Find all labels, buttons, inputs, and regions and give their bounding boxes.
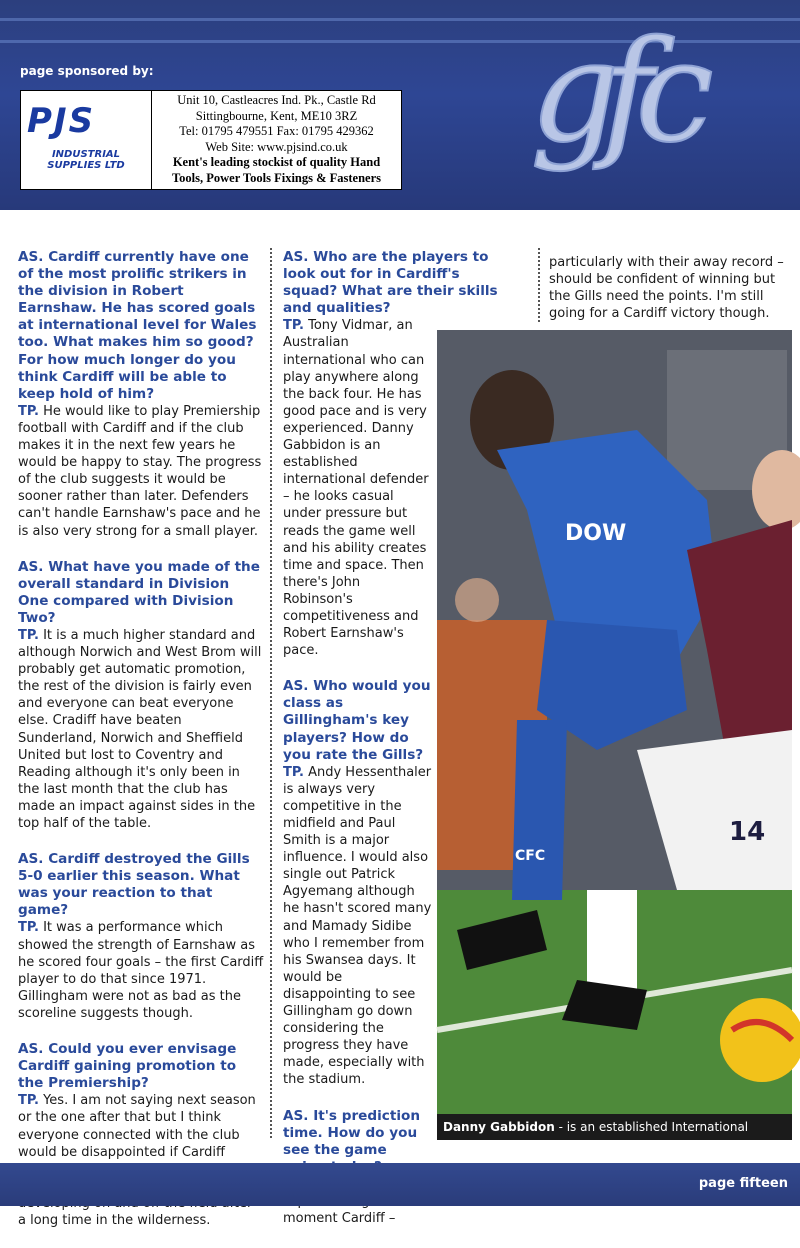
sponsor-tagline: Tools, Power Tools Fixings & Fasteners [171,170,382,185]
column-divider [538,248,540,322]
question-heading: AS. Who are the players to look out for in Cardiff's squad? What are their skills and qualities? [283,249,498,317]
sponsor-line: Tel: 01795 479551 Fax: 01795 429362 [179,124,374,138]
article-column-2 [283,249,498,1227]
answer-label: TP. [18,920,39,936]
question-heading: AS. Cardiff destroyed the Gills 5-0 earlier this season. What was your reaction to that game? [18,851,250,919]
question-heading: AS. It's prediction time. How do you see the game [283,1107,421,1158]
pjs-logo [21,91,152,189]
answer-label: TP. [18,1093,39,1109]
caption-name: Danny Gabbidon [443,1120,555,1134]
answer-label: TP. [18,627,39,643]
question-heading: AS. What have you made of the overall standard in Division One compared with Division Two? [18,558,260,626]
answer-label: TP. [283,764,304,780]
match-photo [437,330,792,1160]
answer-text: moment Cardiff – [283,1211,396,1227]
pjs-logo-text: PJS [27,101,96,141]
answer-paragraph: particularly with their away record – should be confident of winning but the Gills need the points. I'm still going for a Cardiff victory though. [549,255,784,322]
photo-illustration [437,330,792,1140]
sponsor-line: Sittingbourne, Kent, ME10 3RZ [195,108,358,123]
gfc-club-logo [530,11,790,190]
caption-text: - is an established International defender [443,1120,749,1160]
shirt-sponsor-text: DOW [565,521,627,546]
answer-paragraph [18,403,264,540]
question-heading: AS. Cardiff currently have one of the most prolific strikers in the division in Robert Earnshaw. He has scored goals at international level for Wales too. What makes him so good? For how much longer do you think Cardiff will be able to keep hold of him? [18,249,257,402]
answer-text: Tony Vidmar, an Australian international who can play anywhere along the back four. He has good pace and is very experienced. Danny Gabbidon is an established international defender – he looks casual under pressure but reads the game well and his ability creates time and space. Then there's John Robinson's competitiveness and Robert Earnshaw's pace. [283,318,429,659]
answer-paragraph [18,919,264,1022]
answer-text: It is a much higher standard and although Norwich and West Brom will probably get automatic promotion, the rest of the division is fairly even and everyone can beat everyone else. Cradiff have beaten Sunderland, Norwich and Sheffield United but lost to Coventry and Reading although it's only been in the last month that the club has made an impact against sides in the top half of the table. [18,627,262,831]
shorts-number: 14 [729,817,766,847]
answer-paragraph [283,317,433,659]
pjs-logo-subtext: INDUSTRIAL SUPPLIES LTD [47,149,125,171]
answer-paragraph [18,1092,264,1229]
sponsor-line: Unit 10, Castleacres Ind. Pk., Castle Rd [177,93,376,107]
answer-paragraph [283,764,433,1089]
answer-text: Yes. I am not saying next season or the one after that but I think everyone connected with the club would be disappointed if Cardiff a long time in the wilderness. [18,1093,256,1228]
footer-banner [0,1163,800,1206]
page-number: page fifteen [698,1176,788,1191]
header-banner [0,0,800,210]
question-heading: AS. Who would you class as Gillingham's key players? How do you rate the Gills? [283,678,431,763]
question-heading: AS. Could you ever envisage Cardiff gaining promotion to the Premiership? [18,1041,237,1092]
answer-paragraph [18,627,264,832]
article-column-1 [18,249,264,1248]
column-divider [270,248,272,1138]
answer-text: It was a performance which showed the strength of Earnshaw as he scored four goals – the first Cardiff player to do that since 1971. Gillingham were not as bad as the scoreline suggests though. [18,920,264,1021]
sponsor-address [152,91,401,189]
sock-text: CFC [515,848,546,864]
sponsor-advert [20,90,402,190]
answer-text: Andy Hessenthaler is always very competitive in the midfield and Paul Smith is a major influence. I would also single out Patrick Agyemang although he hasn't scored many and Mamady Sidibe who I remember from his Swansea days. It would be disappointing to see Gillingham go down considering the progress they have made, especially with the stadium. [283,764,432,1088]
article-column-3 [549,254,791,322]
answer-label: TP. [283,318,304,334]
photo-caption [437,1114,792,1160]
sponsor-tagline: Kent's leading stockist of quality Hand [172,155,381,169]
sponsor-line: Web Site: www.pjsind.co.uk [205,139,348,154]
gfc-logo-text: gfc [530,11,696,174]
answer-label: TP. [18,403,39,419]
sponsor-label: page sponsored by: [20,64,154,78]
answer-text: He would like to play Premiership football with Cardiff and if the club makes it in the next few years he would be happy to stay. The progress of the club suggests it would be sooner rather than later. Defenders can't handle Earnshaw's pace and he is also very strong for a small player. [18,403,262,539]
